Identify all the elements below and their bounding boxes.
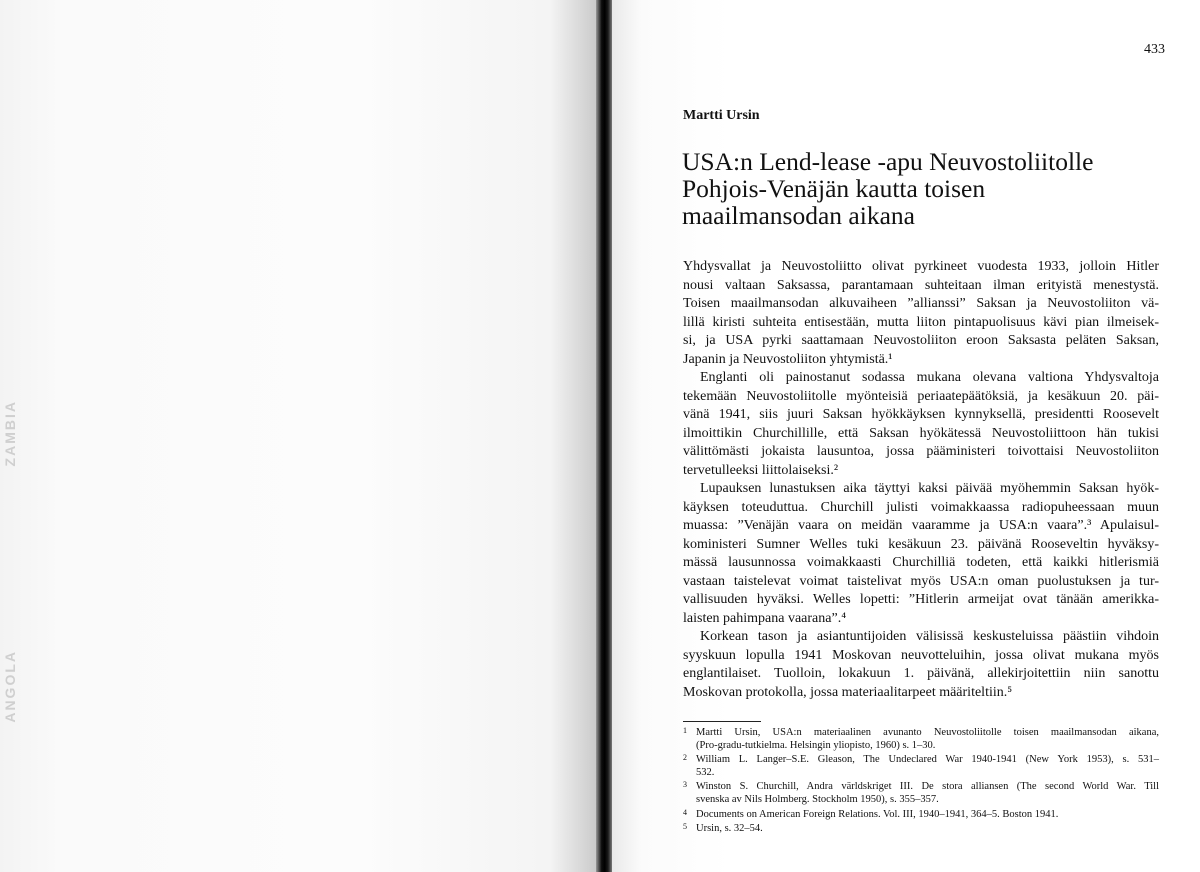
footnote-number: 3: [683, 780, 687, 790]
text-line: välittömästi jokaista lausuntoa, jossa pääministeri toivottaisi Neuvostoliiton: [683, 444, 1159, 459]
footnote: [683, 807, 1159, 822]
text-line: tervetulleeksi liittolaiseksi.²: [683, 462, 839, 478]
text-line: Korkean tason ja asiantuntijoiden välisissä keskusteluissa päästiin vihdoin: [700, 629, 1159, 644]
paragraph: [683, 258, 1159, 369]
footnote-rule: [683, 721, 761, 722]
text-line: lillä kiristi suhteita entisestään, mutta liiton pintapuolisuus kävi pian ilmeisek-: [683, 314, 1159, 330]
show-through-label: ANGOLA: [2, 650, 18, 723]
paragraph: [683, 369, 1159, 480]
text-line: Yhdysvallat ja Neuvostoliitto olivat pyrkineet vuodesta 1933, jolloin Hitler: [683, 259, 1159, 274]
text-line: käyksen toteuduttua. Churchill julisti voimakkaassa radiopuheessaan muun: [683, 499, 1159, 515]
footnote-number: 1: [683, 726, 687, 735]
footnote-number: 5: [683, 822, 687, 832]
footnote: [683, 821, 1159, 836]
footnote-line: 4 Documents on American Foreign Relations. Vol. III, 1940–1941, 364–5. Boston 1941.: [683, 807, 1059, 820]
footnote-number: 2: [683, 753, 687, 763]
footnote: [683, 779, 1159, 806]
footnotes: [683, 725, 1159, 836]
text-line: Moskovan protokolla, jossa materiaalitarpeet määriteltiin.⁵: [683, 684, 1013, 700]
footnote-line: 5 Ursin, s. 32–54.: [683, 822, 763, 835]
text-line: mässä lausunnossa voimakkaasti Churchilliä todeten, että kaikki hitlerismiä: [683, 555, 1159, 570]
text-line: englantilaiset. Tuolloin, lokakuun 1. päivänä, allekirjoitettiin niin sanottu: [683, 666, 1159, 681]
text-line: tekemään Neuvostoliitolle myönteisiä periaatepäätöksiä, ja kesäkuun 20. päi-: [683, 388, 1159, 404]
show-through-label: ZAMBIA: [2, 400, 18, 467]
text-line: syyskuun lopulla 1941 Moskovan neuvotteluihin, jossa olivat mukana myös: [683, 647, 1159, 663]
title-line: USA:n Lend-lease -apu Neuvostoliitolle: [682, 147, 1094, 176]
title-line: Pohjois-Venäjän kautta toisen: [682, 174, 986, 203]
text-line: Lupauksen lunastuksen aika täyttyi kaksi päivää myöhemmin Saksan hyök-: [700, 481, 1159, 496]
article-body: [683, 258, 1159, 702]
paragraph: [683, 628, 1159, 702]
text-line: vallisuuden hyväksi. Welles lopetti: ”Hitlerin armeijat ovat tänään amerikka-: [683, 592, 1159, 607]
article-title: [682, 148, 1152, 229]
text-line: muassa: ”Venäjän vaara on meidän vaaramme ja USA:n vaara”.³ Apulaisul-: [683, 518, 1159, 533]
text-line: nousi valtaan Saksassa, parantamaan suhteitaan ilman erityistä menestystä.: [683, 277, 1159, 293]
footnote: [683, 725, 1159, 752]
footnote-number: 4: [683, 807, 687, 817]
text-line: vastaan taistelevat voimat taistelivat myös USA:n oman puolustuksen ja tur-: [683, 573, 1159, 589]
text-line: si, ja USA pyrki saattamaan Neuvostoliiton eroon Saksasta peläten Saksan,: [683, 333, 1159, 348]
footnote-line: 532.: [696, 766, 715, 778]
footnote: [683, 752, 1159, 779]
author-name: Martti Ursin: [683, 108, 760, 123]
book-gutter: [596, 0, 612, 872]
text-line: Englanti oli painostanut sodassa mukana olevana valtiona Yhdysvaltoja: [700, 370, 1159, 385]
footnote-line: 1 Martti Ursin, USA:n materiaalinen avunanto Neuvostoliitolle toisen maailmansodan aikana,: [683, 726, 1159, 738]
footnote-line: (Pro-gradu-tutkielma. Helsingin yliopisto, 1960) s. 1–30.: [696, 739, 936, 751]
page-number: 433: [1144, 42, 1165, 57]
paragraph: [683, 480, 1159, 628]
footnote-line: 3 Winston S. Churchill, Andra världskriget III. De stora alliansen (The second World War. Till: [683, 780, 1159, 793]
text-line: koministeri Sumner Welles tuki kesäkuun 23. päivänä Rooseveltin hyväksy-: [683, 536, 1159, 552]
text-line: Japanin ja Neuvostoliiton yhtymistä.¹: [683, 351, 893, 367]
text-line: Toisen maailmansodan alkuvaiheen ”allianssi” Saksan ja Neuvostoliiton vä-: [683, 296, 1159, 311]
text-line: vänä 1941, siis juuri Saksan hyökkäyksen kynnyksellä, presidentti Roosevelt: [683, 407, 1159, 422]
footnote-line: 2 William L. Langer–S.E. Gleason, The Undeclared War 1940-1941 (New York 1953), s. 531–: [683, 753, 1159, 766]
left-page: [0, 0, 598, 872]
footnote-line: svenska av Nils Holmberg. Stockholm 1950), s. 355–357.: [696, 793, 939, 805]
text-line: laisten pahimpana vaarana”.⁴: [683, 610, 847, 626]
text-line: ilmoittikin Churchillille, että Saksan hyökätessä Neuvostoliittoon hän tukisi: [683, 425, 1159, 441]
title-line: maailmansodan aikana: [682, 201, 915, 230]
